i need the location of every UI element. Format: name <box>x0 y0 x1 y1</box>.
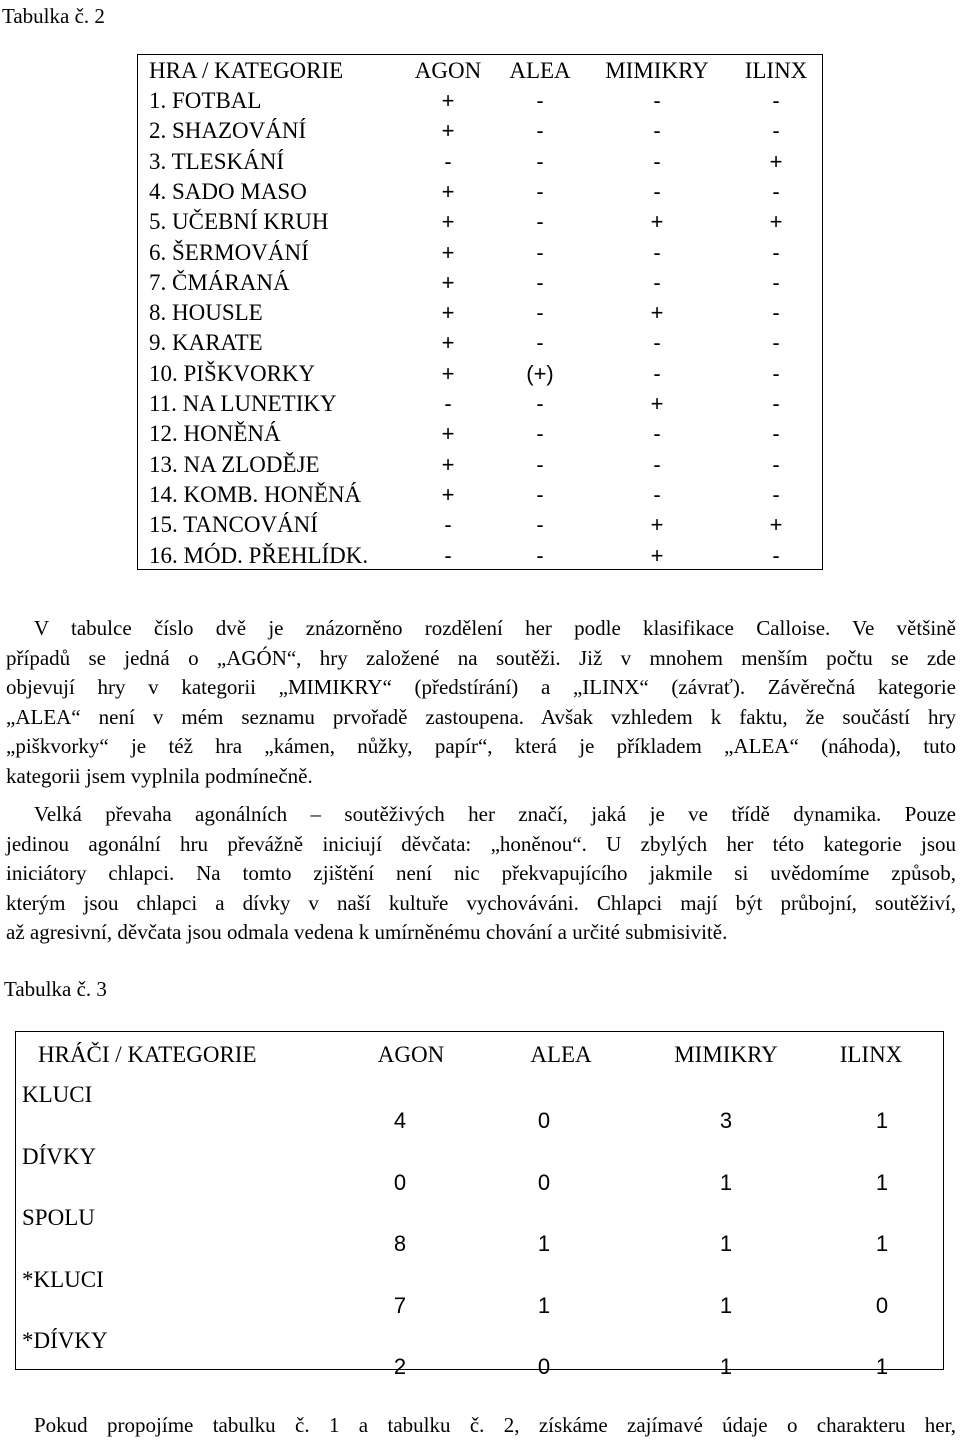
table2-cell-mimikry: - <box>653 330 661 356</box>
table2 <box>137 54 823 570</box>
table2-header-agon: AGON <box>414 58 482 83</box>
table3-header-alea: ALEA <box>530 1042 592 1067</box>
table2-cell-ilinx: - <box>772 300 780 326</box>
table3-cell-alea: 0 <box>537 1354 551 1379</box>
table3-cell-mimikry: 1 <box>719 1292 733 1318</box>
table2-caption: Tabulka č. 2 <box>2 4 105 28</box>
table3-row <box>16 1326 943 1388</box>
table3-row-label: DÍVKY <box>22 1143 97 1169</box>
paragraph-line: až agresivní, děvčata jsou odmala vedena k umírněnému chování a určité submisivitě. <box>6 920 728 944</box>
table2-row <box>138 480 822 510</box>
table2-game-name: 8. HOUSLE <box>149 300 263 326</box>
table2-cell-mimikry: + <box>650 300 664 326</box>
paragraph-line: V tabulce číslo dvě je znázorněno rozdělení her podle klasifikace Calloise. Ve většině <box>34 616 956 640</box>
table2-game-name: 1. FOTBAL <box>149 88 262 113</box>
table2-cell-mimikry: - <box>653 88 661 113</box>
table2-cell-ilinx: - <box>772 118 780 144</box>
table3-header-players: HRÁČI / KATEGORIE <box>38 1042 257 1067</box>
table3-header-row <box>16 1038 943 1072</box>
table2-cell-mimikry: - <box>653 148 661 174</box>
table3-row <box>16 1203 943 1265</box>
table2-game-name: 5. UČEBNÍ KRUH <box>149 209 329 235</box>
table2-game-name: 3. TLESKÁNÍ <box>149 148 285 174</box>
table3-cell-ilinx: 1 <box>875 1354 889 1379</box>
table2-row <box>138 177 822 207</box>
table2-cell-agon: + <box>441 269 455 295</box>
table2-row <box>138 207 822 237</box>
table2-cell-alea: - <box>536 421 544 447</box>
table2-cell-ilinx: - <box>772 88 780 113</box>
table2-cell-mimikry: + <box>650 209 664 235</box>
table3-cell-mimikry: 1 <box>719 1354 733 1379</box>
table2-cell-agon: + <box>441 451 455 477</box>
paragraph-line: objevují hry v kategorii „MIMIKRY“ (předstírání) a „ILINX“ (závrať). Závěrečná kategorie <box>6 675 956 699</box>
table2-cell-alea: - <box>536 512 544 538</box>
table2-cell-ilinx: + <box>769 512 783 538</box>
table2-cell-ilinx: - <box>772 330 780 356</box>
table2-cell-ilinx: - <box>772 481 780 507</box>
table2-row <box>138 419 822 449</box>
table2-row <box>138 510 822 540</box>
table3-caption: Tabulka č. 3 <box>4 977 107 1001</box>
table3-cell-agon: 8 <box>393 1231 407 1256</box>
table2-cell-agon: + <box>441 178 455 204</box>
table2-cell-alea: - <box>536 209 544 235</box>
table2-game-name: 2. SHAZOVÁNÍ <box>149 118 307 144</box>
table2-cell-agon: + <box>441 300 455 326</box>
table3-cell-mimikry: 3 <box>719 1108 733 1133</box>
table2-cell-mimikry: - <box>653 421 661 447</box>
table2-cell-alea: - <box>536 300 544 326</box>
table2-row <box>138 86 822 116</box>
table3-header-agon: AGON <box>377 1042 445 1067</box>
table2-header-alea: ALEA <box>509 58 571 83</box>
table2-row <box>138 450 822 480</box>
table2-cell-ilinx: - <box>772 269 780 295</box>
table2-row <box>138 328 822 358</box>
table2-game-name: 6. ŠERMOVÁNÍ <box>149 239 309 265</box>
paragraph-line: kategorii jsem vyplnila podmínečně. <box>6 763 313 788</box>
table2-cell-agon: + <box>441 239 455 265</box>
table3-row <box>16 1142 943 1204</box>
table2-cell-ilinx: + <box>769 148 783 174</box>
table2-cell-alea: - <box>536 451 544 477</box>
table2-cell-alea: - <box>536 148 544 174</box>
paragraph-1 <box>6 614 956 791</box>
table2-cell-alea: - <box>536 88 544 113</box>
table2-cell-agon: + <box>441 360 455 386</box>
table2-cell-alea: (+) <box>526 360 554 386</box>
table3-row-label: SPOLU <box>22 1205 95 1230</box>
table2-cell-mimikry: + <box>650 542 664 568</box>
table3-cell-alea: 1 <box>537 1231 551 1256</box>
table2-row <box>138 238 822 268</box>
table2-cell-alea: - <box>536 330 544 356</box>
table3-cell-mimikry: 1 <box>719 1231 733 1256</box>
table2-cell-agon: + <box>441 118 455 144</box>
table2-cell-agon: - <box>444 542 452 568</box>
table2-cell-ilinx: - <box>772 360 780 386</box>
table2-cell-agon: - <box>444 148 452 174</box>
paragraph-line: kterým jsou chlapci a dívky v naší kultuře vychováváni. Chlapci mají být průbojní, soutěživí, <box>6 890 956 915</box>
table2-game-name: 4. SADO MASO <box>149 178 307 204</box>
table2-cell-mimikry: - <box>653 239 661 265</box>
table2-cell-alea: - <box>536 542 544 568</box>
table3-row-label: *DÍVKY <box>22 1328 108 1353</box>
table2-cell-mimikry: - <box>653 178 661 204</box>
table2-cell-alea: - <box>536 269 544 295</box>
table3-row-label: *KLUCI <box>22 1266 104 1292</box>
paragraph-2 <box>6 800 956 948</box>
table3-cell-alea: 0 <box>537 1169 551 1195</box>
table2-game-name: 9. KARATE <box>149 330 263 356</box>
table3-header-mimikry: MIMIKRY <box>674 1042 778 1067</box>
table2-game-name: 10. PIŠKVORKY <box>149 360 316 386</box>
table2-row <box>138 298 822 328</box>
paragraph-line: Velká převaha agonálních – soutěživých her značí, jaká je ve třídě dynamika. Pouze <box>34 802 956 826</box>
table2-row <box>138 147 822 177</box>
table2-cell-ilinx: - <box>772 542 780 568</box>
table2-cell-ilinx: + <box>769 209 783 235</box>
table2-game-name: 15. TANCOVÁNÍ <box>149 512 318 538</box>
table3-cell-agon: 2 <box>393 1354 407 1379</box>
table2-cell-agon: + <box>441 88 455 113</box>
table2-cell-ilinx: - <box>772 178 780 204</box>
table3-row-label: KLUCI <box>22 1082 93 1107</box>
table2-row <box>138 359 822 389</box>
table2-cell-ilinx: - <box>772 451 780 477</box>
table3-cell-agon: 7 <box>393 1292 407 1318</box>
table3-cell-alea: 0 <box>537 1108 551 1133</box>
paragraph-line: iniciátory chlapci. Na tomto zjištění není nic překvapujícího jakmile si uvědomíme způsob, <box>6 861 956 885</box>
table2-game-name: 16. MÓD. PŘEHLÍDK. <box>149 542 369 568</box>
table3-header-ilinx: ILINX <box>839 1042 903 1067</box>
paragraph-line: „piškvorky“ je též hra „kámen, nůžky, papír“, která je příkladem „ALEA“ (náhoda), tuto <box>6 734 956 758</box>
table2-header-row <box>138 56 822 86</box>
paragraph-line: Pokud propojíme tabulku č. 1 a tabulku č. 2, získáme zajímavé údaje o charakteru her, <box>34 1413 956 1437</box>
table2-cell-alea: - <box>536 239 544 265</box>
table2-cell-alea: - <box>536 178 544 204</box>
table3-row <box>16 1265 943 1327</box>
table2-game-name: 7. ČMÁRANÁ <box>149 269 290 295</box>
table2-header-mimikry: MIMIKRY <box>605 58 709 83</box>
table2-row <box>138 541 822 571</box>
table2-cell-alea: - <box>536 481 544 507</box>
table3-cell-ilinx: 1 <box>875 1231 889 1256</box>
table3-cell-ilinx: 1 <box>875 1169 889 1195</box>
table3-row <box>16 1080 943 1142</box>
table2-cell-mimikry: - <box>653 481 661 507</box>
paragraph-line: „ALEA“ není v mém seznamu prvořadě zastoupena. Avšak vzhledem k faktu, že součástí hry <box>6 704 956 729</box>
table2-game-name: 12. HONĚNÁ <box>149 421 281 447</box>
table2-cell-ilinx: - <box>772 391 780 416</box>
table3-cell-alea: 1 <box>537 1292 551 1318</box>
table2-cell-ilinx: - <box>772 239 780 265</box>
table2-header-game: HRA / KATEGORIE <box>149 58 344 83</box>
table3-cell-ilinx: 0 <box>875 1292 889 1318</box>
table3 <box>15 1031 944 1379</box>
table2-cell-agon: - <box>444 512 452 538</box>
table3-cell-agon: 0 <box>393 1169 407 1195</box>
paragraph-line: případů se jedná o „AGÓN“, hry založené na soutěži. Již v mnohem menším počtu se zde <box>6 645 956 670</box>
table2-cell-alea: - <box>536 391 544 416</box>
paragraph-3 <box>6 1411 956 1441</box>
table2-cell-ilinx: - <box>772 421 780 447</box>
paragraph-line: jedinou agonální hru převážně iniciují děvčata: „honěnou“. U zbylých her této kategorie jsou <box>6 831 956 856</box>
table2-row <box>138 268 822 298</box>
table2-cell-agon: + <box>441 330 455 356</box>
table2-cell-mimikry: - <box>653 118 661 144</box>
table3-cell-ilinx: 1 <box>875 1108 889 1133</box>
table2-cell-agon: + <box>441 481 455 507</box>
table2-cell-agon: - <box>444 391 452 416</box>
table2-cell-mimikry: + <box>650 512 664 538</box>
table2-game-name: 13. NA ZLODĚJE <box>149 451 320 477</box>
table2-cell-mimikry: - <box>653 269 661 295</box>
table2-row <box>138 116 822 146</box>
table2-cell-mimikry: - <box>653 451 661 477</box>
table2-cell-alea: - <box>536 118 544 144</box>
table2-game-name: 14. KOMB. HONĚNÁ <box>149 481 362 507</box>
table2-row <box>138 389 822 419</box>
table3-cell-agon: 4 <box>393 1108 407 1133</box>
table3-cell-mimikry: 1 <box>719 1169 733 1195</box>
table2-cell-agon: + <box>441 421 455 447</box>
table2-cell-mimikry: + <box>650 391 664 416</box>
table2-cell-agon: + <box>441 209 455 235</box>
table2-cell-mimikry: - <box>653 360 661 386</box>
table2-game-name: 11. NA LUNETIKY <box>149 391 337 416</box>
table2-header-ilinx: ILINX <box>744 58 808 83</box>
